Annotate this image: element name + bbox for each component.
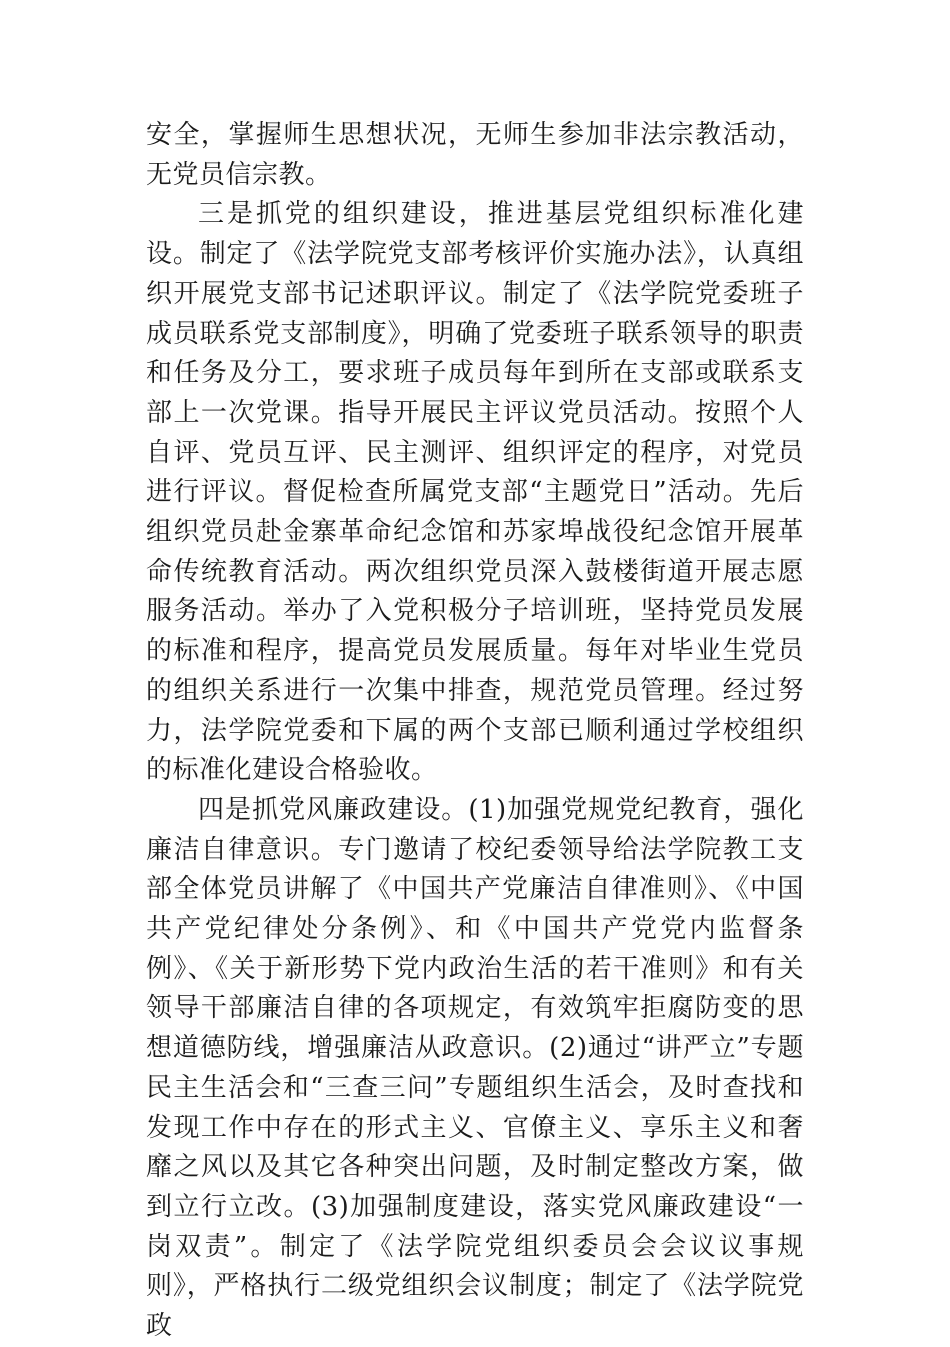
paragraph-1: 安全，掌握师生思想状况，无师生参加非法宗教活动，无党员信宗教。 — [146, 120, 804, 190]
paragraph-2: 三是抓党的组织建设，推进基层党组织标准化建设。制定了《法学院党支部考核评价实施办法》，认真组织开展党支部书记述职评议。制定了《法学院党委班子成员联系党支部制度》，明确了党委班子联系领导的职责和任务及分工，要求班子成员每年到所在支部或联系支部上一次党课。指导开展民主评议党员活动。按照个人自评、党员互评、民主测评、组织评定的程序，对党员进行评议。督促检查所属党支部“主题党日”活动。先后组织党员赴金寨革命纪念馆和苏家埠战役纪念馆开展革命传统教育活动。两次组织党员深入鼓楼街道开展志愿服务活动。举办了入党积极分子培训班，坚持党员发展的标准和程序，提高党员发展质量。每年对毕业生党员的组织关系进行一次集中排查，规范党员管理。经过努力，法学院党委和下属的两个支部已顺利通过学校组织的标准化建设合格验收。 — [146, 199, 804, 786]
document-body — [146, 116, 804, 1347]
paragraph-3: 四是抓党风廉政建设。(1)加强党规党纪教育，强化廉洁自律意识。专门邀请了校纪委领导给法学院教工支部全体党员讲解了《中国共产党廉洁自律准则》、《中国共产党纪律处分条例》、和《中国共产党党内监督条例》、《关于新形势下党内政治生活的若干准则》和有关领导干部廉洁自律的各项规定，有效筑牢拒腐防变的思想道德防线，增强廉洁从政意识。(2)通过“讲严立”专题民主生活会和“三查三问”专题组织生活会，及时查找和发现工作中存在的形式主义、官僚主义、享乐主义和奢靡之风以及其它各种突出问题，及时制定整改方案，做到立行立改。(3)加强制度建设，落实党风廉政建设“一岗双责”。制定了《法学院党组织委员会会议议事规则》，严格执行二级党组织会议制度；制定了《法学院党政 — [146, 794, 804, 1342]
